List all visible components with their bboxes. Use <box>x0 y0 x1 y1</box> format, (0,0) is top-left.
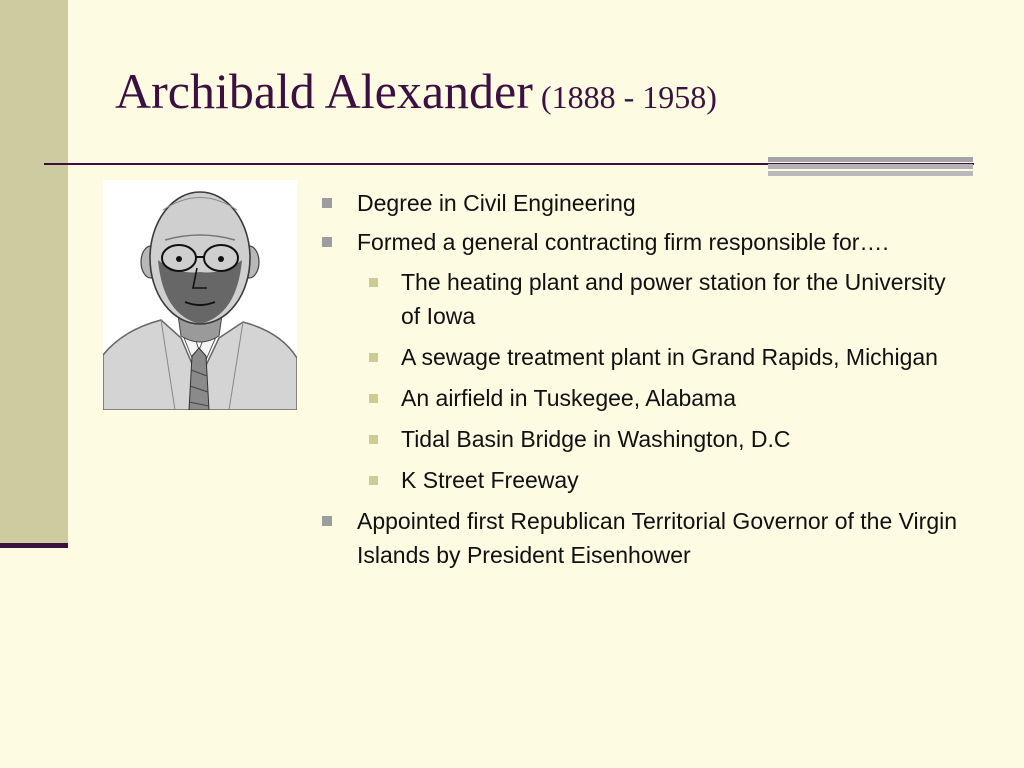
portrait-sketch-icon <box>103 180 297 410</box>
portrait-image <box>103 180 297 410</box>
sub-bullet-item: K Street Freeway <box>369 463 962 497</box>
bullet-list <box>322 186 962 577</box>
bullet-item: Appointed first Republican Territorial Governor of the Virgin Islands by President Eisenhower <box>322 504 962 572</box>
bullet-item: Degree in Civil Engineering <box>322 186 962 220</box>
sub-bullet-item: A sewage treatment plant in Grand Rapids, Michigan <box>369 340 962 374</box>
sub-bullet-item: The heating plant and power station for the University of Iowa <box>369 265 962 333</box>
title-name: Archibald Alexander <box>115 63 533 119</box>
bullet-item: Formed a general contracting firm responsible for…. <box>322 225 962 259</box>
sub-bullet-item: An airfield in Tuskegee, Alabama <box>369 381 962 415</box>
title-years: (1888 - 1958) <box>540 79 717 115</box>
left-accent-bar <box>0 543 68 548</box>
slide-title <box>115 63 717 119</box>
divider-accent-bars <box>768 157 973 178</box>
sub-bullet-list <box>322 265 962 497</box>
left-decorative-band <box>0 0 68 543</box>
sub-bullet-item: Tidal Basin Bridge in Washington, D.C <box>369 422 962 456</box>
